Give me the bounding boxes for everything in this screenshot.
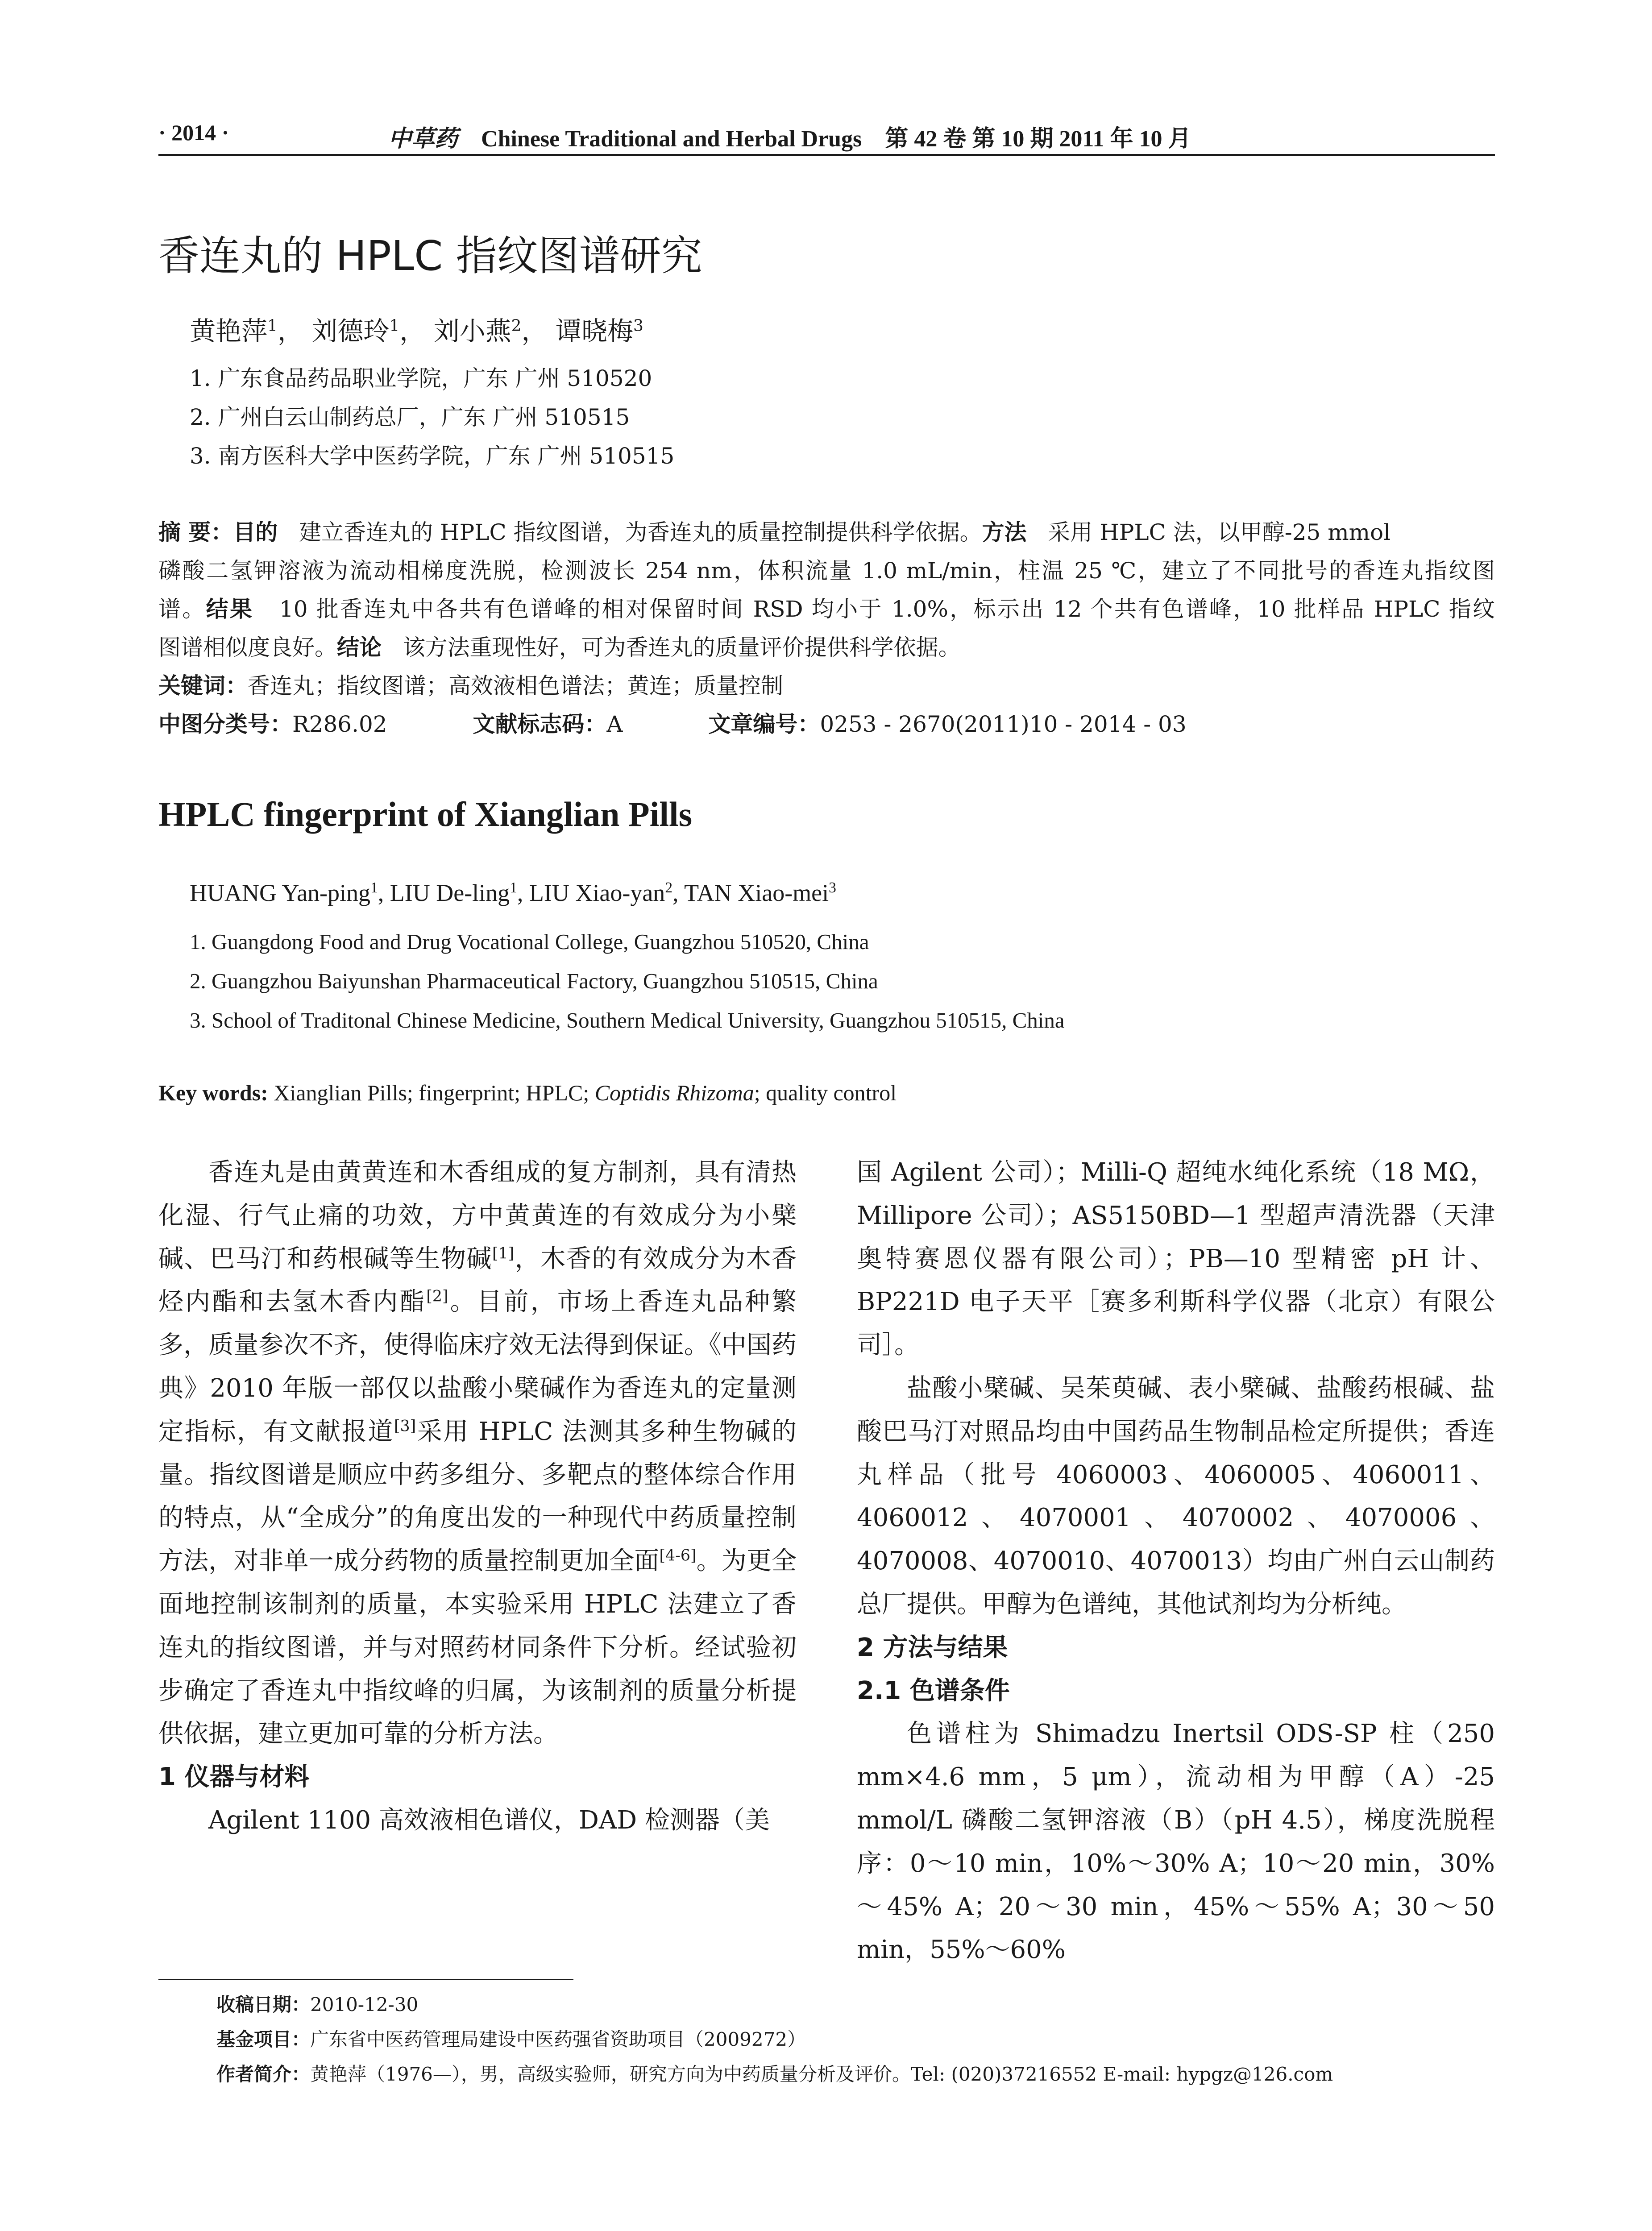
body-column-right (857, 1151, 1495, 1972)
keywords-en-italic: Coptidis Rhizoma (594, 1080, 754, 1105)
affiliation-marker: 1 (510, 879, 517, 896)
affiliation-marker: 3 (829, 879, 836, 896)
page-number: · 2014 · (158, 120, 229, 145)
author-name: 刘小燕 (433, 316, 511, 346)
method-label: 方法 (982, 519, 1027, 545)
body-paragraph: Agilent 1100 高效液相色谱仪，DAD 检测器（美 (208, 1805, 770, 1835)
keywords-text: 香连丸；指纹图谱；高效液相色谱法；黄连；质量控制 (248, 673, 783, 699)
section-heading: 1 仪器与材料 (158, 1762, 310, 1792)
abstract-conclusion: 该方法重现性好，可为香连丸的质量评价提供科学依据。 (403, 634, 961, 660)
affiliation-marker: 2 (511, 316, 522, 335)
affiliation-cn: 1. 广东食品药品职业学院，广东 广州 510520 (190, 365, 652, 391)
intro-paragraph: 香连丸是由黄黄连和木香组成的复方制剂，具有清热化湿、行气止痛的功效，方中黄黄连的有效成分为小檗碱、巴马汀和药根碱等生物碱[1]，木香的有效成分为木香烃内酯和去氢木香内酯[2]。目前，市场上香连丸品种繁多，质量参次不齐，使得临床疗效无法得到保证。《中国药典》2010 年版一部仅以盐酸小檗碱作为香连丸的定量测定指标，有文献报道[3]采用 HPLC 法测其多种生物碱的量。指纹图谱是顺应中药多组分、多靶点的整体综合作用的特点，从“全成分”的角度出发的一种现代中药质量控制方法，对非单一成分药物的质量控制更加全面[4-6]。为更全面地控制该制剂的质量，本实验采用 HPLC 法建立了香连丸的指纹图谱，并与对照药材同条件下分析。经试验初步确定了香连丸中指纹峰的归属，为该制剂的质量分析提供依据，建立更加可靠的分析方法。 (158, 1158, 797, 1749)
affiliation-marker: 1 (389, 316, 400, 335)
keywords-en (158, 1080, 897, 1106)
author-name: 谭晓梅 (555, 316, 633, 346)
affiliation-en: 2. Guangzhou Baiyunshan Pharmaceutical Factory, Guangzhou 510515, China (190, 969, 878, 993)
affiliation-marker: 2 (665, 879, 673, 896)
affiliation-marker: 3 (633, 316, 643, 335)
journal-issue: 第 42 卷 第 10 期 2011 年 10 月 (885, 126, 1191, 152)
keywords-en-text-end: ; quality control (754, 1080, 897, 1105)
abstract-result: 10 批香连丸中各共有色谱峰的相对保留时间 RSD 均小于 1.0%，标示出 12 个共有色谱峰，10 批样品 HPLC 指纹 (279, 596, 1495, 622)
affiliation-marker: 1 (370, 879, 378, 896)
keywords-label: 关键词： (158, 673, 248, 699)
fund-label: 基金项目： (216, 2028, 311, 2050)
author-list-en: HUANG Yan-ping$^1$, LIU De-ling$^1$, LIU Xiao-yan$^2$, TAN Xiao-mei$^3$ (190, 879, 836, 906)
author-bio-text: 黄艳萍（1976—），男，高级实验师，研究方向为中药质量分析及评价。Tel: (020)37216552 E-mail: hypgz@126.com (310, 2063, 1333, 2085)
article-title-cn: 香连丸的 HPLC 指纹图谱研究 (158, 232, 702, 280)
section-heading: 2 方法与结果 (857, 1633, 1008, 1662)
author-name: HUANG Yan-ping (190, 879, 371, 906)
keywords-en-text: Xianglian Pills; fingerprint; HPLC; (274, 1080, 589, 1105)
affiliation-cn: 2. 广州白云山制药总厂，广东 广州 510515 (190, 404, 630, 430)
classification-line (158, 705, 1495, 743)
citation: [2] (426, 1287, 448, 1306)
author-name: 黄艳萍 (190, 316, 268, 346)
affiliation-marker: 1 (267, 316, 278, 335)
citation: [3] (394, 1417, 416, 1435)
abstract-method-end: 谱。 (158, 596, 206, 622)
doc-code-value: A (606, 711, 623, 737)
body-paragraph: 盐酸小檗碱、吴茱萸碱、表小檗碱、盐酸药根碱、盐酸巴马汀对照品均由中国药品生物制品检定所提供；香连丸样品（批号 4060003、4060005、4060011、4060012、4070001、4070002、4070006、4070008、4070010、4070013）均由广州白云山制药总厂提供。甲醇为色谱纯，其他试剂均为分析纯。 (857, 1373, 1495, 1619)
footnote-received (216, 1990, 418, 2017)
abstract-objective: 建立香连丸的 HPLC 指纹图谱，为香连丸的质量控制提供科学依据。 (299, 519, 982, 545)
abstract-line: 磷酸二氢钾溶液为流动相梯度洗脱，检测波长 254 nm，体积流量 1.0 mL/min，柱温 25 ℃，建立了不同批号的香连丸指纹图 (158, 558, 1495, 584)
keywords-en-label: Key words: (158, 1080, 268, 1105)
result-label: 结果 (206, 596, 254, 622)
doc-code-label: 文献标志码： (473, 711, 607, 737)
header-divider (158, 154, 1495, 156)
author-name: 刘德玲 (311, 316, 390, 346)
clc-label: 中图分类号： (158, 711, 292, 737)
abstract-line (158, 628, 1495, 667)
conclusion-label: 结论 (337, 634, 382, 660)
article-title-en: HPLC fingerprint of Xianglian Pills (158, 795, 693, 834)
citation: [4-6] (659, 1547, 697, 1565)
author-name: LIU De-ling (390, 879, 510, 906)
citation: [1] (492, 1244, 515, 1262)
received-label: 收稿日期： (216, 1994, 311, 2015)
affiliation-en: 1. Guangdong Food and Drug Vocational College, Guangzhou 510520, China (190, 929, 869, 954)
body-paragraph: 色谱柱为 Shimadzu Inertsil ODS-SP 柱（250 mm×4.6 mm，5 μm），流动相为甲醇（A）-25 mmol/L 磷酸二氢钾溶液（B）（pH 4.5），梯度洗脱程序：0～10 min，10%～30% A；10～20 min，30%～45% A；20～30 min，45%～55% A；30～50 min，55%～60% (857, 1719, 1495, 1965)
article-number-label: 文章编号： (708, 711, 820, 737)
journal-header (388, 120, 1191, 153)
abstract-method-part: 采用 HPLC 法，以甲醇-25 mmol (1048, 519, 1391, 545)
author-name: LIU Xiao-yan (529, 879, 665, 906)
abstract-line (158, 513, 1495, 552)
journal-name-en: Chinese Traditional and Herbal Drugs (481, 126, 862, 152)
abstract-result-end: 图谱相似度良好。 (158, 634, 337, 660)
journal-name-cn: 中草药 (388, 125, 458, 152)
affiliation-en: 3. School of Traditonal Chinese Medicine, Southern Medical University, Guangzhou 510515, China (190, 1008, 1065, 1033)
footnote-fund (216, 2025, 806, 2052)
body-column-left (158, 1151, 797, 1842)
subsection-heading: 2.1 色谱条件 (857, 1676, 1010, 1705)
footnote-author (216, 2060, 1333, 2086)
author-list-cn: 黄艳萍$^1$， 刘德玲$^1$， 刘小燕$^2$， 谭晓梅$^3$ (190, 316, 643, 346)
body-paragraph: 国 Agilent 公司）；Milli-Q 超纯水纯化系统（18 MΩ，Millipore 公司）；AS5150BD—1 型超声清洗器（天津奥特赛恩仪器有限公司）；PB—10 型精密 pH 计、BP221D 电子天平［赛多利斯科学仪器（北京）有限公司］。 (857, 1158, 1495, 1360)
fund-text: 广东省中医药管理局建设中医药强省资助项目（2009272） (310, 2028, 806, 2050)
author-name: TAN Xiao-mei (684, 879, 829, 906)
affiliation-cn: 3. 南方医科大学中医药学院，广东 广州 510515 (190, 443, 675, 469)
objective-label: 目的 (233, 519, 278, 545)
author-bio-label: 作者简介： (216, 2063, 311, 2085)
article-number-value: 0253 - 2670(2011)10 - 2014 - 03 (820, 711, 1187, 737)
abstract-line (158, 590, 1495, 628)
abstract-label: 摘 要： (158, 519, 233, 545)
clc-value: R286.02 (292, 711, 387, 737)
keywords-cn (158, 667, 1495, 705)
footnote-divider (158, 1979, 573, 1980)
received-date: 2010-12-30 (310, 1994, 419, 2015)
